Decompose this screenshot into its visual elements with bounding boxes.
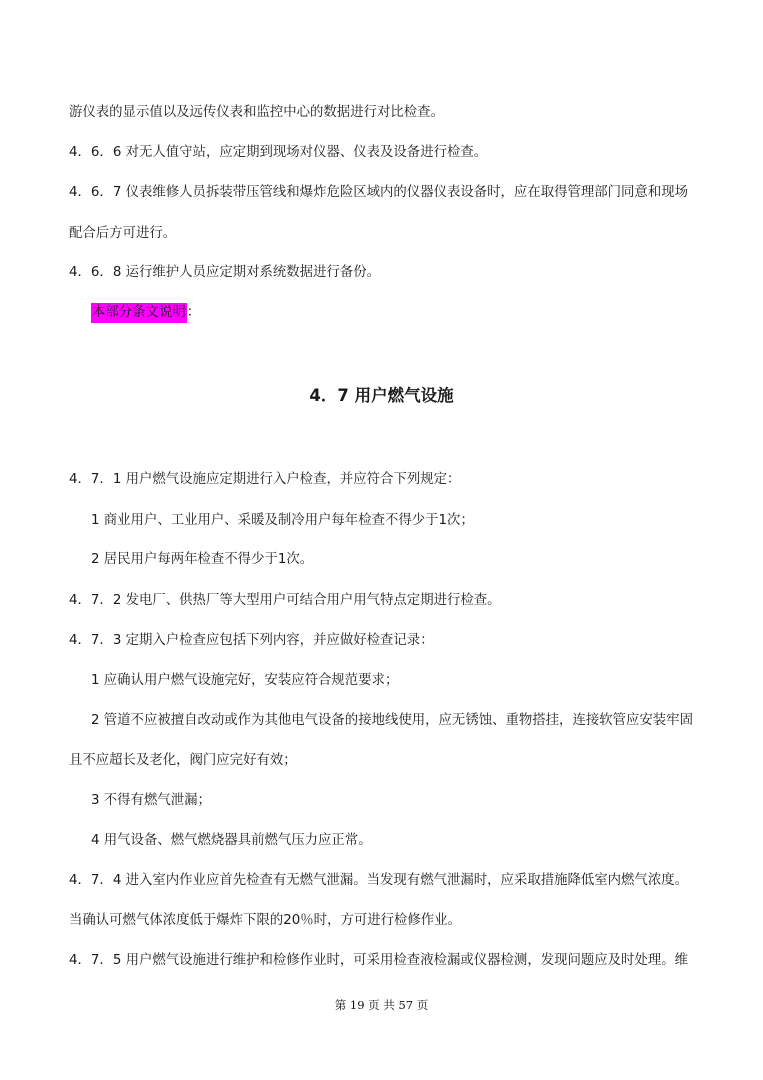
list-item: 1 商业用户、工业用户、采暖及制冷用户每年检查不得少于1次； [91, 513, 474, 528]
highlighted-note-label: 本部分条文说明 [91, 303, 187, 323]
note-suffix: ： [186, 305, 201, 320]
clause-4-7-5: 4．7．5 用户燃气设施进行维护和检修作业时，可采用检查液检漏或仪器检测，发现问题应及时处理。维 [69, 953, 688, 968]
clause-4-7-4: 4．7．4 进入室内作业应首先检查有无燃气泄漏。当发现有燃气泄漏时，应采取措施降低室内燃气浓度。 [69, 873, 688, 888]
clause-4-6-6: 4．6．6 对无人值守站，应定期到现场对仪器、仪表及设备进行检查。 [69, 145, 488, 160]
paragraph-line: 当确认可燃气体浓度低于爆炸下限的20％时，方可进行检修作业。 [69, 913, 461, 928]
paragraph-line: 游仪表的显示值以及远传仪表和监控中心的数据进行对比检查。 [69, 105, 444, 120]
section-heading: 4．7 用户燃气设施 [309, 386, 454, 405]
clause-4-6-8: 4．6．8 运行维护人员应定期对系统数据进行备份。 [69, 265, 381, 280]
clause-explanation-note [91, 303, 715, 323]
list-item: 4 用气设备、燃气燃烧器具前燃气压力应正常。 [91, 833, 372, 848]
clause-4-6-7: 4．6．7 仪表维修人员拆装带压管线和爆炸危险区域内的仪器仪表设备时，应在取得管理部门同意和现场 [69, 185, 688, 200]
paragraph-line: 配合后方可进行。 [69, 226, 177, 241]
clause-4-7-1: 4．7．1 用户燃气设施应定期进行入户检查，并应符合下列规定： [69, 472, 461, 487]
list-item: 3 不得有燃气泄漏； [91, 793, 211, 808]
paragraph-line: 且不应超长及老化，阀门应完好有效； [69, 753, 297, 768]
list-item: 2 居民用户每两年检查不得少于1次。 [91, 552, 314, 567]
clause-4-7-2: 4．7．2 发电厂、供热厂等大型用户可结合用户用气特点定期进行检查。 [69, 593, 501, 608]
page-footer: 第 19 页 共 57 页 [334, 998, 429, 1012]
list-item: 2 管道不应被擅自改动或作为其他电气设备的接地线使用，应无锈蚀、重物搭挂，连接软管应安装牢固 [91, 713, 693, 728]
list-item: 1 应确认用户燃气设施完好，安装应符合规范要求； [91, 673, 399, 688]
clause-4-7-3: 4．7．3 定期入户检查应包括下列内容，并应做好检查记录： [69, 633, 434, 648]
